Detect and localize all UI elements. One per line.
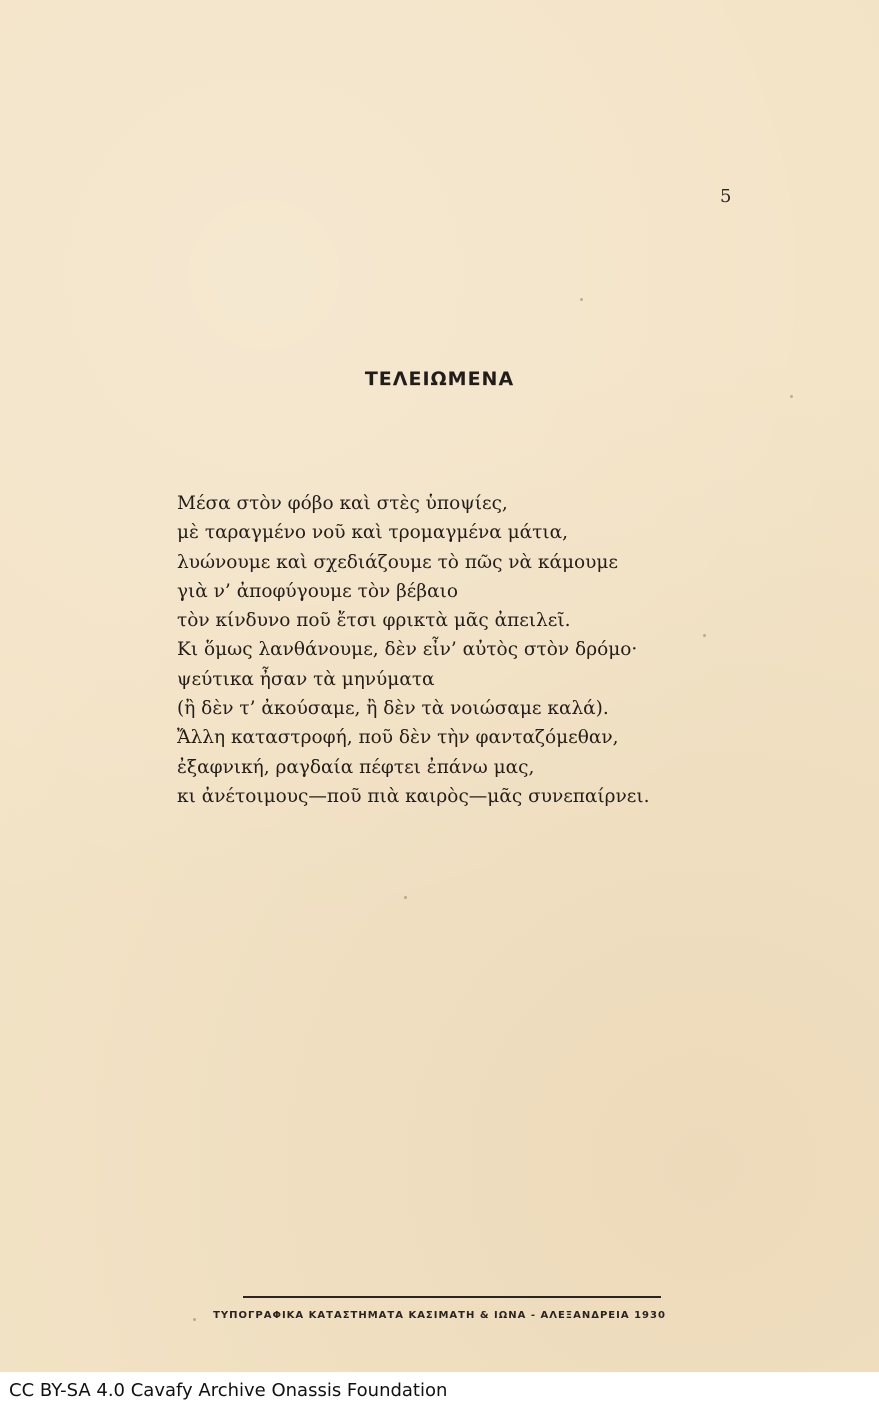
printer-imprint: ΤΥΠΟΓΡΑΦΙΚΑ ΚΑΤΑΣΤΗΜΑΤΑ ΚΑΣΙΜΑΤΗ & ΙΩΝΑ - ΑΛΕΞΑΝΔΡΕΙΑ 1930 [213, 1310, 666, 1321]
license-credit: CC BY-SA 4.0 Cavafy Archive Onassis Foundation [9, 1380, 448, 1401]
paper-speck [790, 395, 793, 398]
paper-speck [404, 896, 407, 899]
poem-line: Κι ὅμως λανθάνουμε, δὲν εἶν’ αὐτὸς στὸν δρόμο· [177, 639, 638, 661]
poem-line: τὸν κίνδυνο ποῦ ἔτσι φρικτὰ μᾶς ἀπειλεῖ. [177, 610, 571, 632]
page-number: 5 [720, 186, 732, 207]
imprint-rule [243, 1296, 661, 1298]
poem-line: γιὰ ν’ ἀποφύγουμε τὸν βέβαιο [177, 580, 458, 602]
poem-line: ψεύτικα ἦσαν τὰ μηνύματα [177, 668, 435, 690]
poem-line: κι ἀνέτοιμους—ποῦ πιὰ καιρὸς—μᾶς συνεπαίρνει. [177, 785, 650, 807]
poem-line: μὲ ταραγμένο νοῦ καὶ τρομαγμένα μάτια, [177, 522, 568, 544]
poem-line: Ἄλλη καταστροφή, ποῦ δὲν τὴν φανταζόμεθαν, [177, 727, 619, 749]
poem-line: (ἢ δὲν τ’ ἀκούσαμε, ἢ δὲν τὰ νοιώσαμε καλά). [177, 698, 609, 720]
poem-line: λυώνουμε καὶ σχεδιάζουμε τὸ πῶς νὰ κάμουμε [177, 551, 619, 573]
poem-line: ἐξαφνική, ραγδαία πέφτει ἐπάνω μας, [177, 756, 535, 778]
paper-speck [703, 634, 706, 637]
paper-speck [580, 298, 583, 301]
credit-bar [0, 1372, 879, 1413]
poem-line: Μέσα στὸν φόβο καὶ στὲς ὑποψίες, [177, 493, 508, 514]
paper-speck [193, 1318, 196, 1321]
poem-title: ΤΕΛΕΙΩΜΕΝΑ [364, 368, 515, 390]
poem-body [177, 489, 797, 811]
